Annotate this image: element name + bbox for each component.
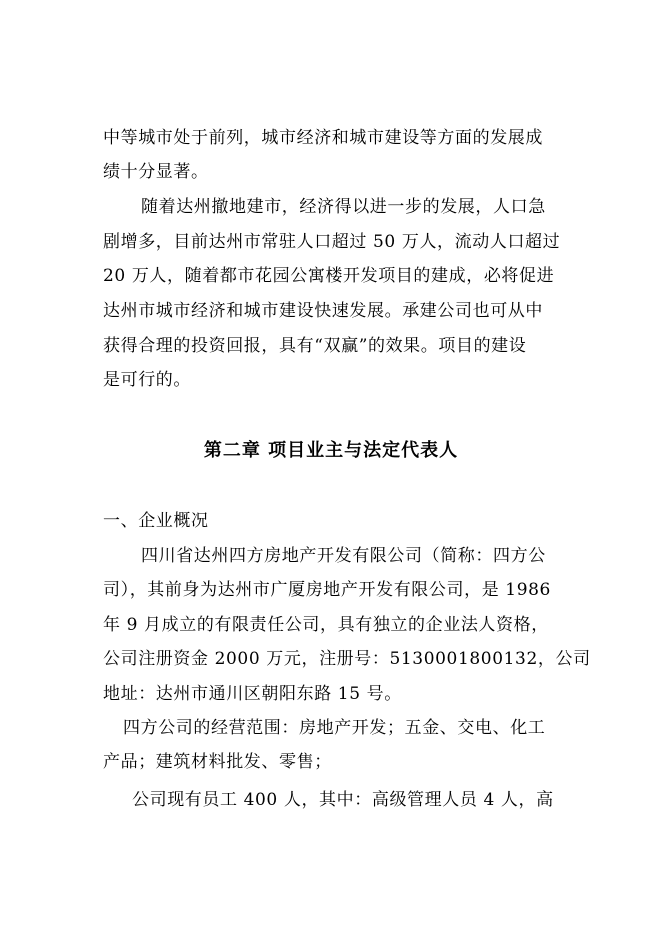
text-line: 四方公司的经营范围：房地产开发；五金、交电、化工 xyxy=(123,718,546,738)
text-line: 绩十分显著。 xyxy=(103,162,209,182)
text-line: 随着达州撤地建市，经济得以进一步的发展，人口急 xyxy=(141,197,546,217)
text-line: 20 万人，随着都市花园公寓楼开发项目的建成，必将促进 xyxy=(103,266,555,286)
chapter-heading: 第二章 项目业主与法定代表人 xyxy=(203,440,459,461)
text-line: 公司注册资金 2000 万元，注册号：5130001800132，公司 xyxy=(103,649,591,669)
text-line: 年 9 月成立的有限责任公司，具有独立的企业法人资格， xyxy=(103,615,549,635)
text-line: 达州市城市经济和城市建设快速发展。承建公司也可从中 xyxy=(103,301,543,321)
section-heading: 一、企业概况 xyxy=(103,511,209,531)
text-line: 剧增多，目前达州市常驻人口超过 50 万人，流动人口超过 xyxy=(103,232,561,252)
text-line: 产品；建筑材料批发、零售； xyxy=(103,752,332,772)
text-line: 司），其前身为达州市广厦房地产开发有限公司，是 1986 xyxy=(103,580,551,600)
text-line: 地址：达州市通川区朝阳东路 15 号。 xyxy=(103,684,402,704)
text-line: 获得合理的投资回报，具有“双赢”的效果。项目的建设 xyxy=(103,336,527,356)
text-line: 中等城市处于前列，城市经济和城市建设等方面的发展成 xyxy=(103,128,543,148)
text-line: 公司现有员工 400 人，其中：高级管理人员 4 人，高 xyxy=(132,790,554,810)
text-line: 四川省达州四方房地产开发有限公司（简称：四方公 xyxy=(141,546,546,566)
text-line: 是可行的。 xyxy=(103,370,191,390)
